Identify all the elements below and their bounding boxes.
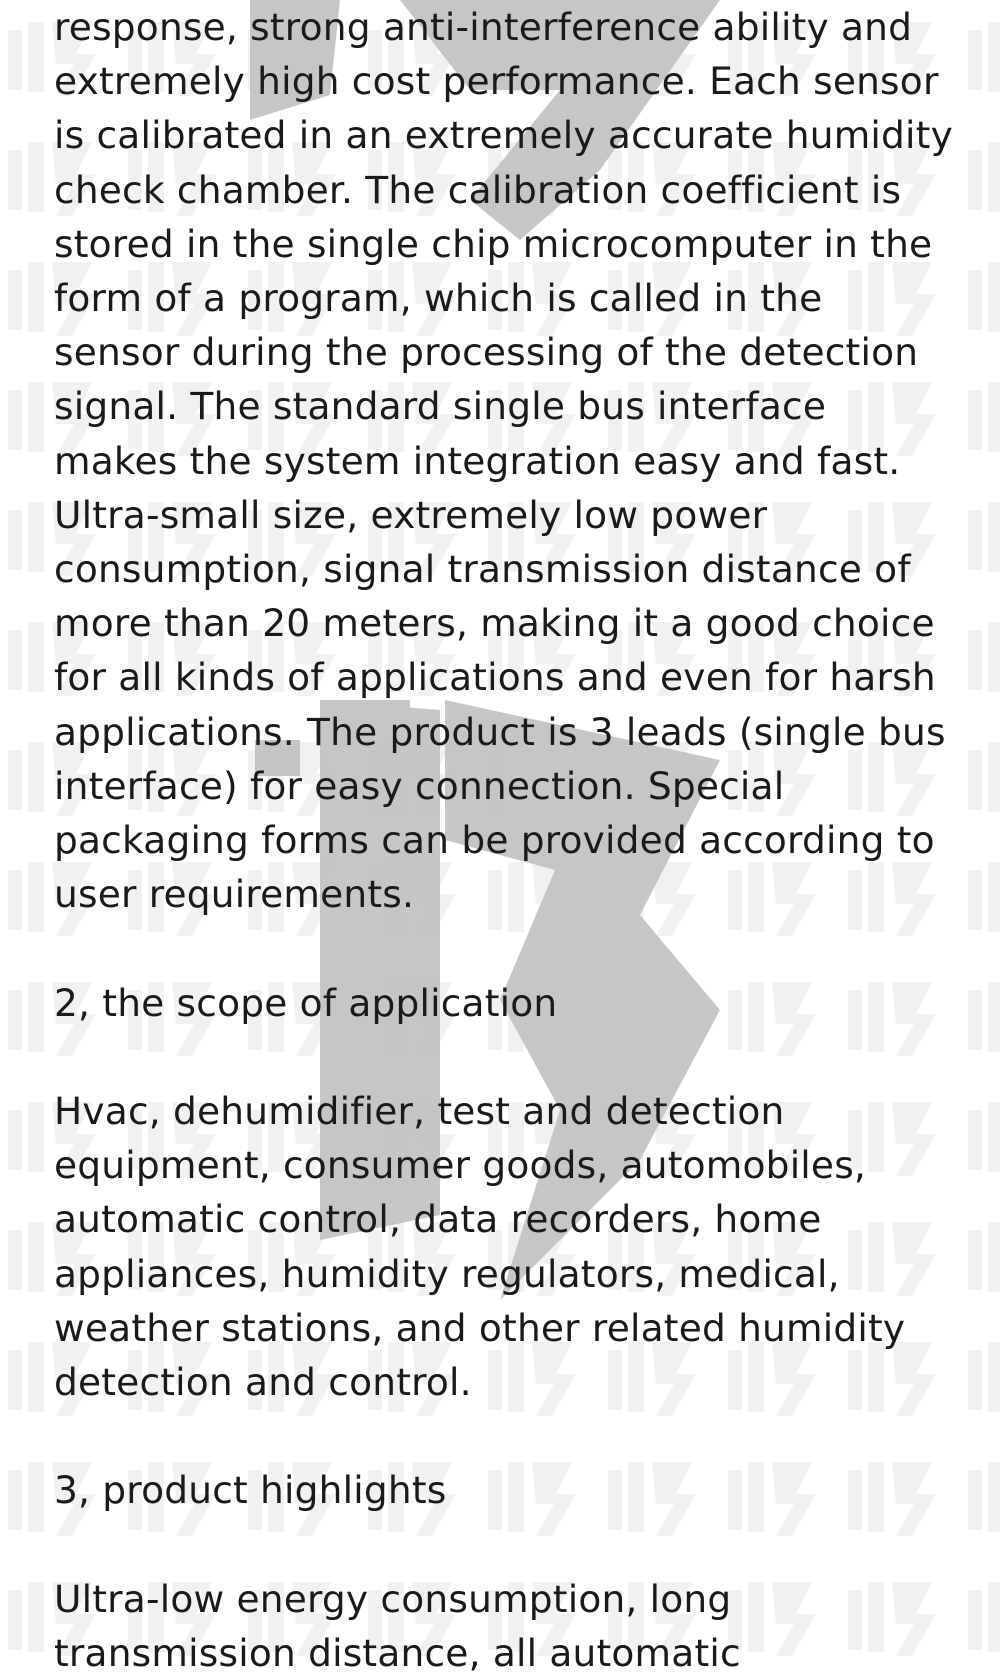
- document-body: [54, 0, 954, 1680]
- heading-scope-of-application: 2, the scope of application: [54, 980, 558, 1025]
- paragraph-highlights: Ultra-low energy consumption, long transmission distance, all automatic: [54, 1576, 741, 1676]
- paragraph-applications: Hvac, dehumidifier, test and detection equipment, consumer goods, automobiles, automatic control, data recorders, home appliances, humidity regulators, medical, weather stations, and other related humidity detection and control.: [54, 1089, 906, 1405]
- heading-product-highlights: 3, product highlights: [54, 1468, 447, 1513]
- paragraph-intro: response, strong anti-interference ability and extremely high cost performance. Each sensor is calibrated in an extremely accurate humidity check chamber. The calibration coefficient is stored in the single chip microcomputer in the form of a program, which is called in the sensor during the processing of the detection signal. The standard single bus interface makes the system integration easy and fast. Ultra-small size, extremely low power consumption, signal transmission distance of more than 20 meters, making it a good choice for all kinds of applications and even for harsh applications. The product is 3 leads (single bus interface) for easy connection. Special packaging forms can be provided according to user requirements.: [54, 5, 953, 917]
